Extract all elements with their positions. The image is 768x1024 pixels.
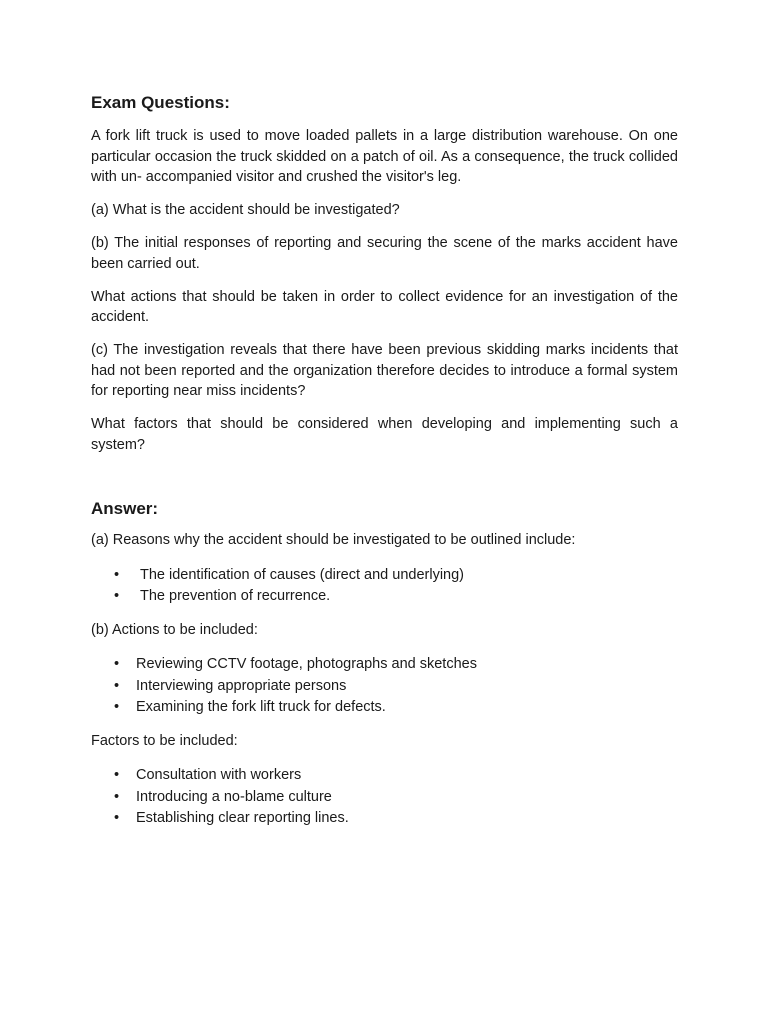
question-b: (b) The initial responses of reporting and securing the scene of the marks accident have been carried out. [91, 235, 678, 272]
list-item-text: Reviewing CCTV footage, photographs and sketches [136, 656, 477, 672]
list-item-text: The prevention of recurrence. [140, 588, 331, 604]
answer-a-list [91, 565, 678, 608]
answer-a-intro: (a) Reasons why the accident should be investigated to be outlined include: [91, 532, 576, 548]
list-item-text: The identification of causes (direct and underlying) [140, 566, 465, 583]
list-item [91, 697, 678, 719]
answer-heading: Answer: [91, 499, 159, 518]
answer-c-intro: Factors to be included: [91, 732, 238, 749]
bullet-icon: • [114, 810, 120, 826]
scenario-paragraph: A fork lift truck is used to move loaded pallets in a large distribution warehouse. On one particular occasion the truck skidded on a patch of oil. As a consequence, the truck collided with un- accompanied visitor and crushed the visitor's leg. [91, 128, 678, 185]
list-item [91, 586, 678, 608]
list-item [91, 676, 678, 698]
question-c-followup: What factors that should be considered when developing and implementing such a system? [91, 416, 678, 453]
bullet-icon: • [114, 566, 120, 583]
bullet-icon: • [114, 588, 120, 604]
list-item [91, 808, 678, 830]
document-page [91, 91, 678, 842]
question-a: (a) What is the accident should be investigated? [91, 202, 400, 218]
list-item [91, 765, 678, 787]
answer-c-list [91, 765, 678, 830]
question-b-followup: What actions that should be taken in order to collect evidence for an investigation of the accident. [91, 288, 678, 325]
list-item [91, 787, 678, 809]
bullet-icon: • [114, 767, 120, 783]
list-item [91, 654, 678, 676]
answer-b-intro: (b) Actions to be included: [91, 621, 258, 638]
list-item [91, 565, 678, 587]
exam-questions-heading: Exam Questions: [91, 93, 230, 112]
question-c: (c) The investigation reveals that there have been previous skidding marks incidents that had not been reported and the organization therefore decides to introduce a formal system for reporting near miss incidents? [91, 342, 678, 399]
list-item-text: Examining the fork lift truck for defects. [136, 699, 386, 715]
list-item-text: Introducing a no-blame culture [136, 788, 332, 805]
list-item-text: Establishing clear reporting lines. [136, 810, 349, 826]
bullet-icon: • [114, 788, 120, 805]
bullet-icon: • [114, 699, 120, 715]
bullet-icon: • [114, 656, 120, 672]
bullet-icon: • [114, 677, 120, 694]
list-item-text: Consultation with workers [136, 767, 302, 783]
list-item-text: Interviewing appropriate persons [136, 677, 347, 694]
answer-b-list [91, 654, 678, 719]
